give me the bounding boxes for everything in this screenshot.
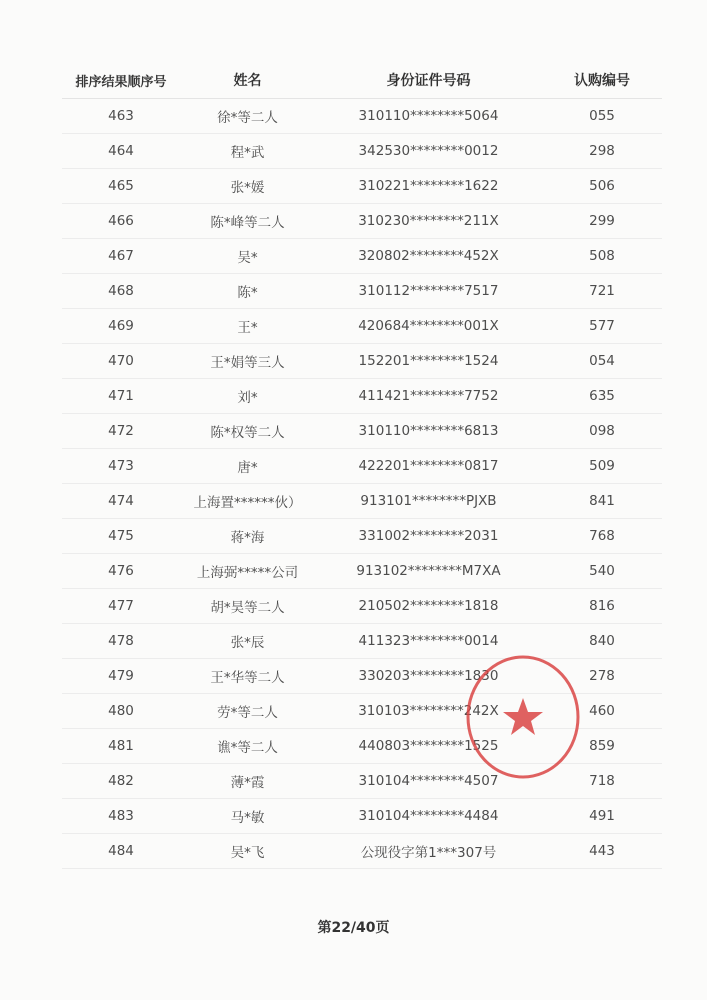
cell-name: 张*辰 [230,635,265,651]
cell-name: 谯*等二人 [217,740,278,756]
cell-name: 徐*等二人 [217,110,278,126]
table-row [62,799,662,834]
page-number: 第22/40页 [317,920,390,936]
table-row [62,344,662,379]
cell-name: 陈*峰等二人 [210,215,285,231]
cell-id: 440803********1525 [358,738,499,754]
cell-id: 310110********5064 [358,108,499,124]
table-row [62,239,662,274]
cell-name: 劳*等二人 [217,705,278,721]
cell-rank: 463 [108,108,134,124]
table-row [62,379,662,414]
cell-name: 蒋*海 [230,530,265,546]
cell-subscription: 859 [589,738,615,754]
cell-id: 411323********0014 [358,633,499,649]
cell-id: 913102********M7XA [356,563,501,579]
cell-name: 上海弼*****公司 [196,565,299,581]
cell-rank: 478 [108,633,134,649]
cell-id: 331002********2031 [358,528,499,544]
cell-name: 吴*飞 [230,845,265,861]
cell-subscription: 491 [589,808,615,824]
header-id: 身份证件号码 [386,73,471,89]
cell-subscription: 460 [589,703,615,719]
cell-rank: 465 [108,178,134,194]
cell-rank: 484 [108,843,134,859]
table-row [62,519,662,554]
cell-rank: 477 [108,598,134,614]
cell-name: 张*媛 [230,180,265,196]
cell-name: 吴* [237,250,258,266]
cell-rank: 473 [108,458,134,474]
cell-subscription: 509 [589,458,615,474]
cell-subscription: 299 [589,213,615,229]
table-row [62,134,662,169]
cell-rank: 468 [108,283,134,299]
cell-subscription: 718 [589,773,615,789]
cell-rank: 483 [108,808,134,824]
cell-id: 210502********1818 [358,598,499,614]
cell-rank: 471 [108,388,134,404]
cell-name: 程*武 [230,145,265,161]
cell-id: 422201********0817 [358,458,499,474]
cell-rank: 470 [108,353,134,369]
cell-name: 刘* [237,390,258,406]
cell-id: 152201********1524 [358,353,499,369]
cell-id: 310110********6813 [358,423,499,439]
table-row [62,834,662,869]
table-row [62,169,662,204]
cell-rank: 479 [108,668,134,684]
table-row [62,484,662,519]
cell-subscription: 721 [589,283,615,299]
cell-subscription: 508 [589,248,615,264]
cell-name: 胡*昊等二人 [210,600,285,616]
cell-subscription: 577 [589,318,615,334]
cell-id: 411421********7752 [358,388,499,404]
cell-subscription: 816 [589,598,615,614]
cell-rank: 481 [108,738,134,754]
cell-name: 薄*霞 [230,775,265,791]
cell-id: 310103********242X [358,703,499,719]
cell-name: 王* [237,320,258,336]
company-seal [463,652,583,782]
cell-name: 王*华等二人 [210,670,285,686]
cell-subscription: 635 [589,388,615,404]
cell-name: 陈*权等二人 [210,425,285,441]
cell-subscription: 098 [589,423,615,439]
cell-id: 310112********7517 [358,283,499,299]
cell-rank: 475 [108,528,134,544]
cell-name: 马*敏 [230,810,265,826]
table-header [62,62,662,99]
header-subscription: 认购编号 [574,73,630,89]
table-row [62,589,662,624]
table-row [62,309,662,344]
cell-rank: 469 [108,318,134,334]
cell-subscription: 841 [589,493,615,509]
table-row [62,414,662,449]
table-row [62,274,662,309]
cell-subscription: 298 [589,143,615,159]
seal-star-icon [503,698,543,735]
cell-id: 913101********PJXB [360,493,497,509]
cell-subscription: 278 [589,668,615,684]
cell-id: 310230********211X [358,213,499,229]
cell-rank: 480 [108,703,134,719]
cell-subscription: 506 [589,178,615,194]
cell-rank: 467 [108,248,134,264]
cell-id: 420684********001X [358,318,499,334]
cell-subscription: 768 [589,528,615,544]
cell-id: 330203********1830 [358,668,499,684]
cell-id: 310104********4507 [358,773,499,789]
cell-rank: 474 [108,493,134,509]
cell-id: 公现役字第1***307号 [360,845,497,861]
cell-name: 唐* [237,460,258,476]
cell-subscription: 840 [589,633,615,649]
header-name: 姓名 [233,73,262,89]
table-row [62,99,662,134]
cell-subscription: 540 [589,563,615,579]
cell-rank: 476 [108,563,134,579]
table-row [62,449,662,484]
cell-name: 上海置******伙） [193,495,302,511]
cell-id: 310104********4484 [358,808,499,824]
cell-rank: 466 [108,213,134,229]
cell-subscription: 055 [589,108,615,124]
cell-id: 310221********1622 [358,178,499,194]
cell-subscription: 443 [589,843,615,859]
table-row [62,554,662,589]
cell-rank: 464 [108,143,134,159]
cell-rank: 472 [108,423,134,439]
cell-id: 342530********0012 [358,143,499,159]
table-row [62,204,662,239]
cell-name: 王*娟等三人 [210,355,285,371]
cell-subscription: 054 [589,353,615,369]
cell-id: 320802********452X [358,248,499,264]
cell-name: 陈* [237,285,258,301]
cell-rank: 482 [108,773,134,789]
header-rank: 排序结果顺序号 [75,74,167,90]
